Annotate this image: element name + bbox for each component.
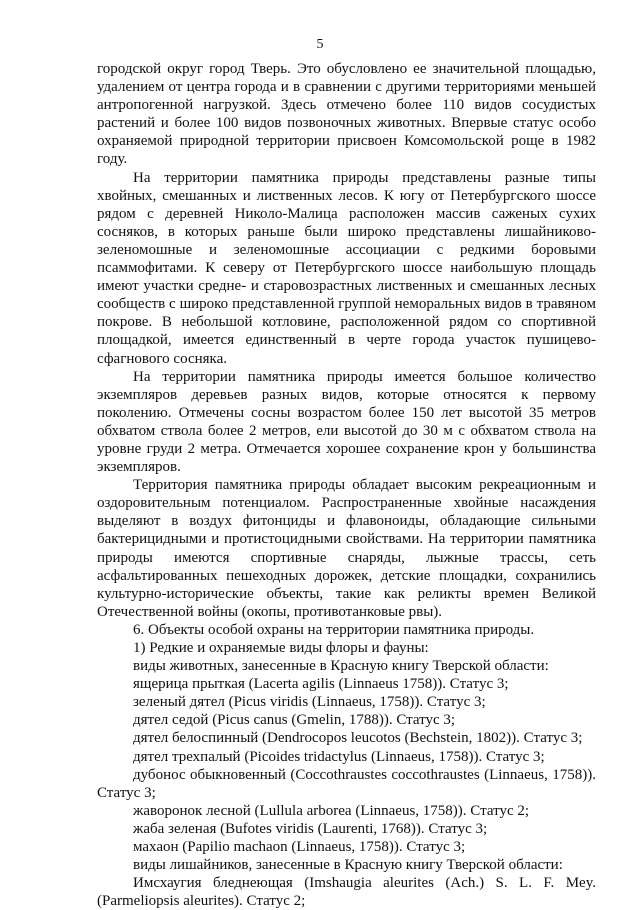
page-number: 5 [316, 37, 324, 52]
subsection-rare-species: 1) Редкие и охраняемые виды флоры и фауны: [133, 640, 429, 656]
document-body [97, 60, 596, 910]
species-item: жаба зеленая (Bufotes viridis (Laurenti, 1768)). Статус 3; [133, 820, 488, 837]
animals-red-book-heading: виды животных, занесенные в Красную книгу Тверской области: [133, 658, 549, 675]
species-item: жаворонок лесной (Lullula arborea (Linnaeus, 1758)). Статус 2; [133, 802, 530, 819]
paragraph-old-trees: На территории памятника природы имеется большое количество экземпляров деревьев разных видов, которые относятся к первому поколению. Отмечены сосны возрастом более 150 лет высотой 35 метров обхватом ствола более 2 метров, ели высотой до 30 м с обхватом ствола на уровне груди 2 метра. Отмечается хорошее сохранение крон у большинства экземпляров. [97, 368, 596, 476]
species-item-hawfinch: дубонос обыкновенный (Coccothraustes coccothraustes (Linnaeus, 1758)). Статус 3; [97, 766, 596, 801]
species-item: дятел трехпалый (Picoides tridactylus (Linnaeus, 1758)). Статус 3; [133, 748, 545, 765]
paragraph-intro-continued: городской округ город Тверь. Это обусловлено ее значительной площадью, удалением от центра города и в сравнении с другими территориями меньшей антропогенной нагрузкой. Здесь отмечено более 110 видов сосудистых растений и более 100 видов позвоночных животных. Впервые статус особо охраняемой природной территории присвоен Комсомольской роще в 1982 году. [97, 61, 596, 168]
species-item: зеленый дятел (Picus viridis (Linnaeus, 1758)). Статус 3; [133, 694, 486, 711]
paragraph-recreation: Территория памятника природы обладает высоким рекреационным и оздоровительным потенциалом. Распространенные хвойные насаждения выделяют в воздух фитонциды и флавоноиды, обладающие сильными бактерицидными и протистоцидными свойствами. На территории памятника природы имеются спортивные снаряды, лыжные трассы, сеть асфальтированных пешеходных дорожек, детские площадки, сохранились культурно-исторические объекты, такие как реликты времен Великой Отечественной войны (окопы, противотанковые рвы). [97, 477, 596, 620]
species-item-lichen: Имсхаугия бледнеющая (Imshaugia aleurites (Ach.) S. L. F. Mey. (Parmeliopsis aleurites). Статус 2; [97, 875, 596, 910]
species-item: ящерица прыткая (Lacerta agilis (Linnaeus 1758)). Статус 3; [133, 676, 509, 693]
section-heading-protected-objects: 6. Объекты особой охраны на территории памятника природы. [133, 621, 535, 638]
species-item: дятел седой (Picus canus (Gmelin, 1788)). Статус 3; [133, 712, 456, 729]
paragraph-forest-types: На территории памятника природы представлены разные типы хвойных, смешанных и лиственных лесов. К югу от Петербургского шоссе рядом с деревней Николо-Малица расположен массив саженых сухих сосняков, в которых раньше были широко представлены лишайниково-зеленомошные и зеленомошные ассоциации с редкими боровыми псаммофитами. К северу от Петербургского шоссе наибольшую площадь имеют участки средне- и старовозрастных лиственных и смешанных лесных сообществ с широко представленной группой неморальных видов в травяном покрове. В небольшой котловине, расположенной рядом со спортивной площадкой, имеется единственный в черте города участок пушицево-сфагнового сосняка. [97, 169, 596, 367]
lichens-red-book-heading: виды лишайников, занесенные в Красную книгу Тверской области: [133, 857, 563, 874]
species-item: махаон (Papilio machaon (Linnaeus, 1758)). Статус 3; [133, 839, 466, 856]
species-item: дятел белоспинный (Dendrocopos leucotos (Bechstein, 1802)). Статус 3; [133, 730, 583, 747]
